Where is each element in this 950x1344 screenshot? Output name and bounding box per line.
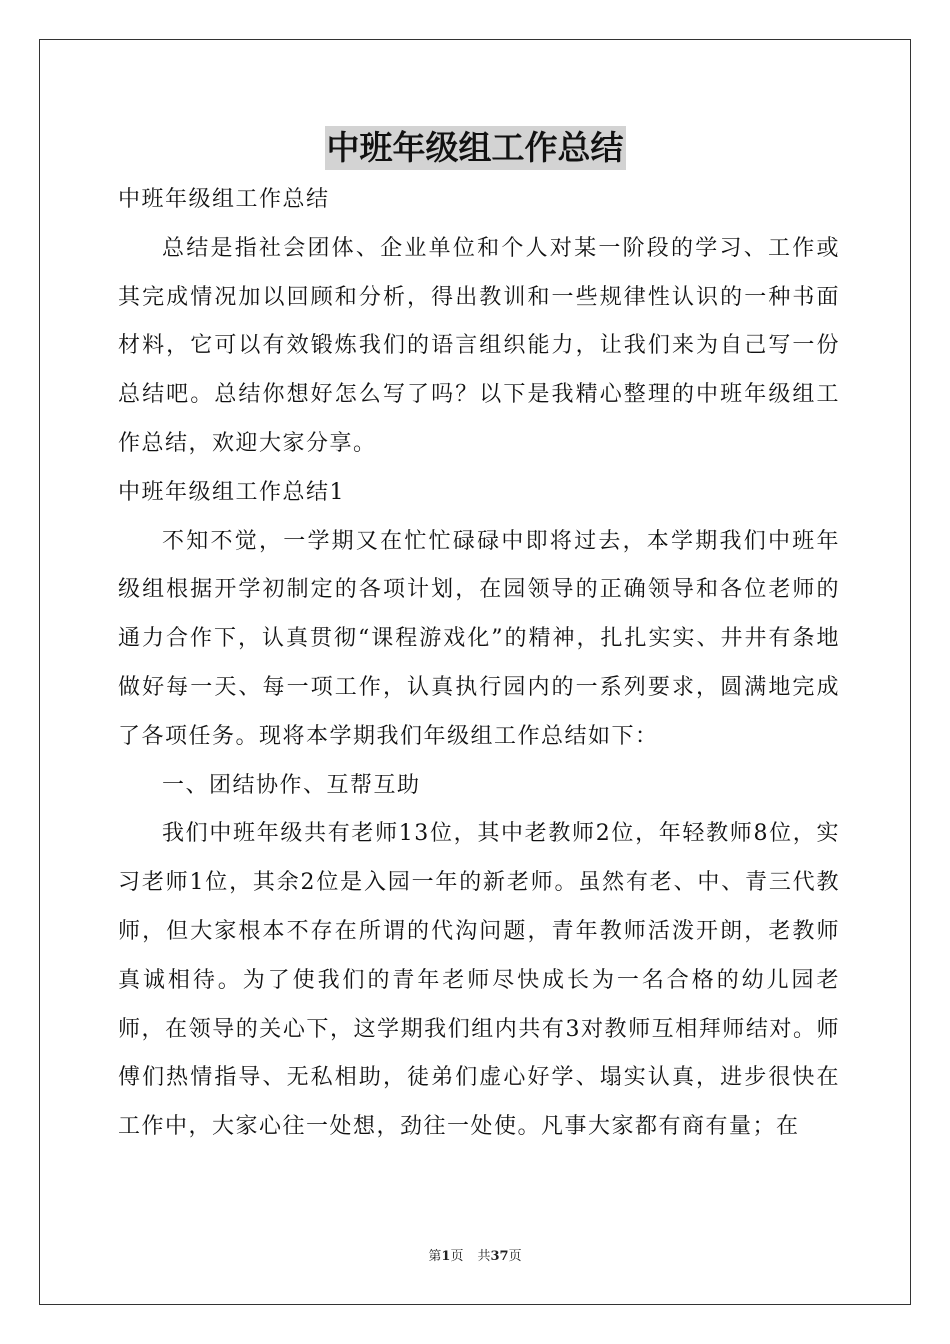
total-pages: 37	[490, 1249, 509, 1264]
document-title: 中班年级组工作总结	[325, 126, 626, 170]
document-body	[118, 176, 840, 1152]
page-footer	[0, 1248, 950, 1266]
total-prefix: 共	[477, 1249, 491, 1264]
paragraph: 中班年级组工作总结	[118, 187, 330, 212]
paragraph: 我们中班年级共有老师13位，其中老教师2位，年轻教师8位，实习老师1位，其余2位是入园一年的新老师。虽然有老、中、青三代教师，但大家根本不存在所谓的代沟问题，青年教师活泼开朗，老教师真诚相待。为了使我们的青年老师尽快成长为一名合格的幼儿园老师，在领导的关心下，这学期我们组内共有3对教师互相拜师结对。师傅们热情指导、无私相助，徒弟们虚心好学、塌实认真，进步很快在工作中，大家心往一处想，劲往一处使。凡事大家都有商有量；在	[118, 821, 840, 1140]
paragraph: 中班年级组工作总结1	[118, 479, 345, 505]
page-prefix: 第	[428, 1249, 442, 1264]
paragraph: 不知不觉，一学期又在忙忙碌碌中即将过去，本学期我们中班年级组根据开学初制定的各项计划，在园领导的正确领导和各位老师的通力合作下，认真贯彻“课程游戏化”的精神，扎扎实实、井井有条地做好每一天、每一项工作，认真执行园内的一系列要求，圆满地完成了各项任务。现将本学期我们年级组工作总结如下：	[118, 528, 840, 749]
section-heading: 一、团结协作、互帮互助	[162, 772, 421, 798]
title-area	[0, 126, 950, 170]
total-suffix: 页	[508, 1249, 522, 1264]
page-suffix: 页	[450, 1249, 464, 1264]
page-number: 1	[441, 1249, 451, 1264]
paragraph: 总结是指社会团体、企业单位和个人对某一阶段的学习、工作或其完成情况加以回顾和分析，得出教训和一些规律性认识的一种书面材料，它可以有效锻炼我们的语言组织能力，让我们来为自己写一份总结吧。总结你想好怎么写了吗？以下是我精心整理的中班年级组工作总结，欢迎大家分享。	[118, 235, 840, 456]
